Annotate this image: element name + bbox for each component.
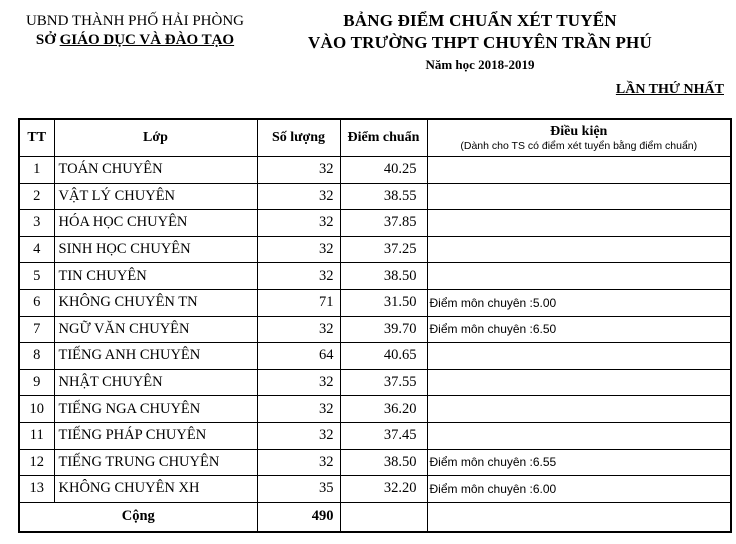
row-condition: Điểm môn chuyên :6.55	[427, 449, 731, 476]
table-row	[19, 183, 731, 210]
row-class-name: NHẬT CHUYÊN	[54, 369, 257, 396]
row-class-name: KHÔNG CHUYÊN XH	[54, 476, 257, 503]
row-score: 31.50	[340, 289, 427, 316]
row-condition	[427, 157, 731, 184]
col-header-condition	[427, 119, 731, 157]
row-condition: Điểm môn chuyên :6.50	[427, 316, 731, 343]
row-quota: 64	[257, 343, 340, 370]
row-score: 40.65	[340, 343, 427, 370]
row-number: 9	[19, 369, 54, 396]
table-row	[19, 210, 731, 237]
row-score: 38.55	[340, 183, 427, 210]
total-quota: 490	[257, 502, 340, 532]
total-label: Cộng	[19, 502, 257, 532]
row-class-name: NGỮ VĂN CHUYÊN	[54, 316, 257, 343]
row-score: 38.50	[340, 263, 427, 290]
table-row	[19, 422, 731, 449]
row-number: 13	[19, 476, 54, 503]
row-number: 6	[19, 289, 54, 316]
row-quota: 32	[257, 449, 340, 476]
table-row	[19, 316, 731, 343]
admission-score-table	[18, 118, 732, 533]
row-condition	[427, 422, 731, 449]
row-condition	[427, 396, 731, 423]
row-quota: 35	[257, 476, 340, 503]
col-header-tt: TT	[19, 119, 54, 157]
document-title	[300, 10, 660, 74]
col-header-class: Lớp	[54, 119, 257, 157]
total-empty-score	[340, 502, 427, 532]
row-condition	[427, 183, 731, 210]
row-score: 39.70	[340, 316, 427, 343]
table-row	[19, 157, 731, 184]
row-quota: 32	[257, 183, 340, 210]
row-number: 3	[19, 210, 54, 237]
row-class-name: SINH HỌC CHUYÊN	[54, 236, 257, 263]
row-number: 12	[19, 449, 54, 476]
row-score: 32.20	[340, 476, 427, 503]
row-score: 37.85	[340, 210, 427, 237]
row-number: 1	[19, 157, 54, 184]
issuing-organization	[20, 12, 250, 50]
row-condition	[427, 210, 731, 237]
row-score: 40.25	[340, 157, 427, 184]
condition-title: Điều kiện	[550, 124, 608, 139]
round-label: LẦN THỨ NHẤT	[615, 82, 724, 97]
row-quota: 32	[257, 236, 340, 263]
col-header-quota: Số lượng	[257, 119, 340, 157]
row-number: 8	[19, 343, 54, 370]
org-city: UBND THÀNH PHỐ HẢI PHÒNG	[25, 13, 245, 29]
row-condition	[427, 263, 731, 290]
row-quota: 32	[257, 210, 340, 237]
row-class-name: HÓA HỌC CHUYÊN	[54, 210, 257, 237]
table-row	[19, 343, 731, 370]
table-header-row	[19, 119, 731, 157]
total-empty-condition	[427, 502, 731, 532]
row-score: 37.55	[340, 369, 427, 396]
row-number: 2	[19, 183, 54, 210]
row-condition	[427, 236, 731, 263]
table-row	[19, 369, 731, 396]
row-quota: 32	[257, 369, 340, 396]
org-department	[20, 30, 250, 50]
row-class-name: VẬT LÝ CHUYÊN	[54, 183, 257, 210]
row-number: 10	[19, 396, 54, 423]
row-number: 5	[19, 263, 54, 290]
row-number: 11	[19, 422, 54, 449]
row-quota: 32	[257, 157, 340, 184]
org-department-prefix: SỞ	[35, 32, 60, 48]
row-score: 37.25	[340, 236, 427, 263]
row-condition: Điểm môn chuyên :5.00	[427, 289, 731, 316]
row-condition	[427, 369, 731, 396]
table-row	[19, 263, 731, 290]
row-class-name: TOÁN CHUYÊN	[54, 157, 257, 184]
condition-note: (Dành cho TS có điểm xét tuyển bằng điểm chuẩn)	[460, 140, 698, 152]
org-department-name: GIÁO DỤC VÀ ĐÀO TẠO	[59, 32, 235, 48]
row-class-name: TIẾNG NGA CHUYÊN	[54, 396, 257, 423]
row-quota: 32	[257, 396, 340, 423]
table-row	[19, 396, 731, 423]
col-header-score: Điểm chuẩn	[340, 119, 427, 157]
row-number: 7	[19, 316, 54, 343]
row-class-name: TIN CHUYÊN	[54, 263, 257, 290]
row-class-name: TIẾNG TRUNG CHUYÊN	[54, 449, 257, 476]
row-score: 38.50	[340, 449, 427, 476]
row-quota: 32	[257, 263, 340, 290]
row-class-name: KHÔNG CHUYÊN TN	[54, 289, 257, 316]
table-row	[19, 476, 731, 503]
school-year: Năm học 2018-2019	[425, 57, 535, 72]
row-class-name: TIẾNG ANH CHUYÊN	[54, 343, 257, 370]
row-condition: Điểm môn chuyên :6.00	[427, 476, 731, 503]
table-row	[19, 236, 731, 263]
row-class-name: TIẾNG PHÁP CHUYÊN	[54, 422, 257, 449]
row-score: 37.45	[340, 422, 427, 449]
row-score: 36.20	[340, 396, 427, 423]
total-row	[19, 502, 731, 532]
table-row	[19, 449, 731, 476]
row-number: 4	[19, 236, 54, 263]
title-line-2: VÀO TRƯỜNG THPT CHUYÊN TRẦN PHÚ	[308, 33, 652, 52]
row-quota: 32	[257, 422, 340, 449]
row-condition	[427, 343, 731, 370]
title-line-1: BẢNG ĐIỂM CHUẨN XÉT TUYỂN	[343, 11, 617, 30]
row-quota: 32	[257, 316, 340, 343]
row-quota: 71	[257, 289, 340, 316]
table-row	[19, 289, 731, 316]
